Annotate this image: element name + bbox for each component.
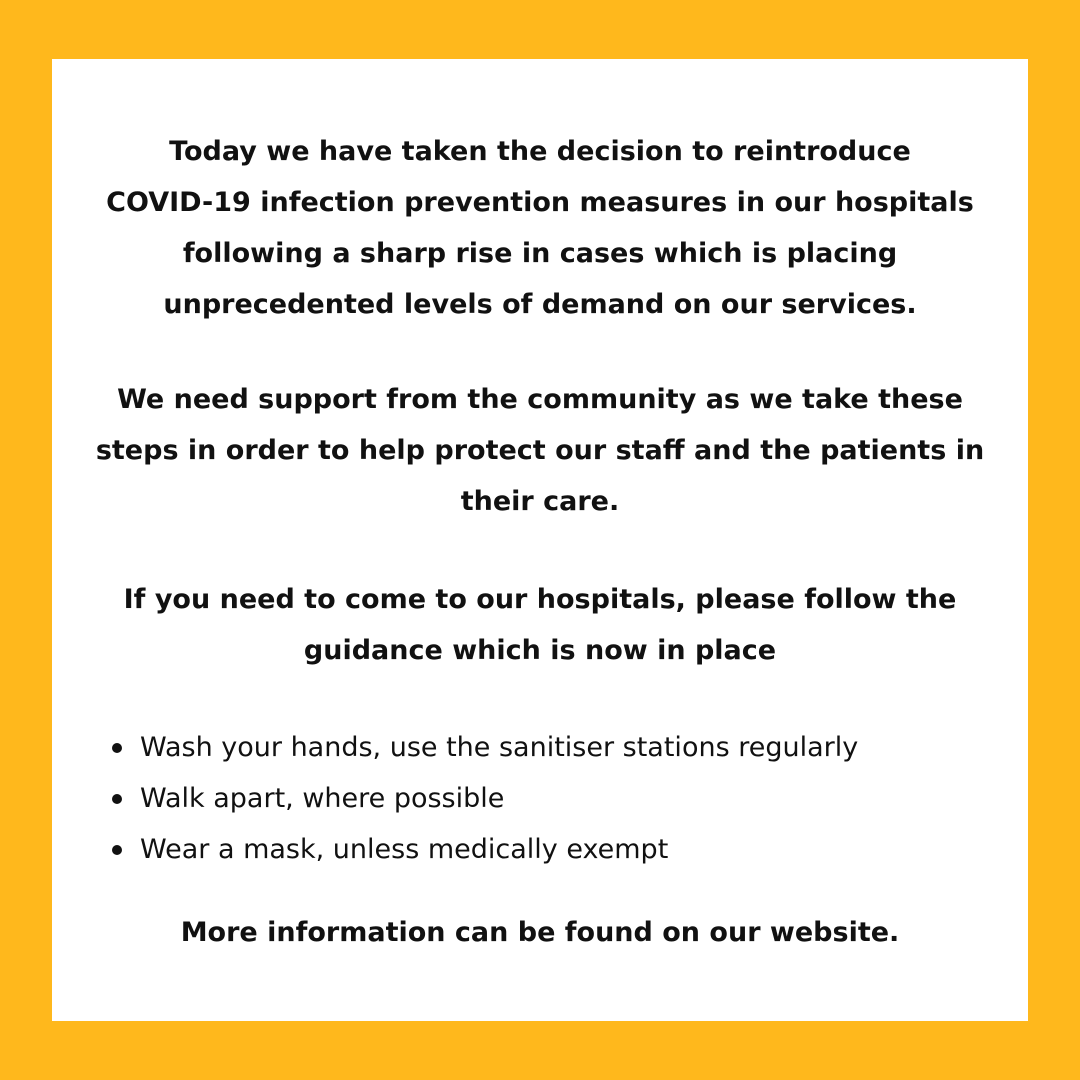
support-paragraph <box>52 374 1028 527</box>
intro-line: unprecedented levels of demand on our services. <box>163 289 917 320</box>
list-item <box>110 824 858 875</box>
support-line: their care. <box>460 486 620 517</box>
support-line: steps in order to help protect our staff and the patients in <box>95 435 985 466</box>
guidance-line: If you need to come to our hospitals, please follow the <box>123 584 957 615</box>
footer-text <box>52 907 1028 958</box>
intro-line: Today we have taken the decision to reintroduce <box>169 136 911 167</box>
list-item <box>110 722 858 773</box>
support-line: We need support from the community as we take these <box>117 384 963 415</box>
guidance-paragraph <box>52 574 1028 676</box>
list-item-text: Wash your hands, use the sanitiser stations regularly <box>140 732 859 763</box>
footer-line: More information can be found on our website. <box>180 917 900 948</box>
list-item-text: Wear a mask, unless medically exempt <box>140 834 669 865</box>
list-item <box>110 773 858 824</box>
guidance-list <box>110 722 858 875</box>
bullet-dot-icon <box>112 845 122 855</box>
intro-line: following a sharp rise in cases which is placing <box>182 238 898 269</box>
bullet-dot-icon <box>112 743 122 753</box>
notice-card <box>52 59 1028 1021</box>
intro-paragraph <box>52 126 1028 330</box>
guidance-line: guidance which is now in place <box>303 635 777 666</box>
list-item-text: Walk apart, where possible <box>140 783 505 814</box>
bullet-dot-icon <box>112 794 122 804</box>
intro-line: COVID-19 infection prevention measures in our hospitals <box>106 187 974 218</box>
